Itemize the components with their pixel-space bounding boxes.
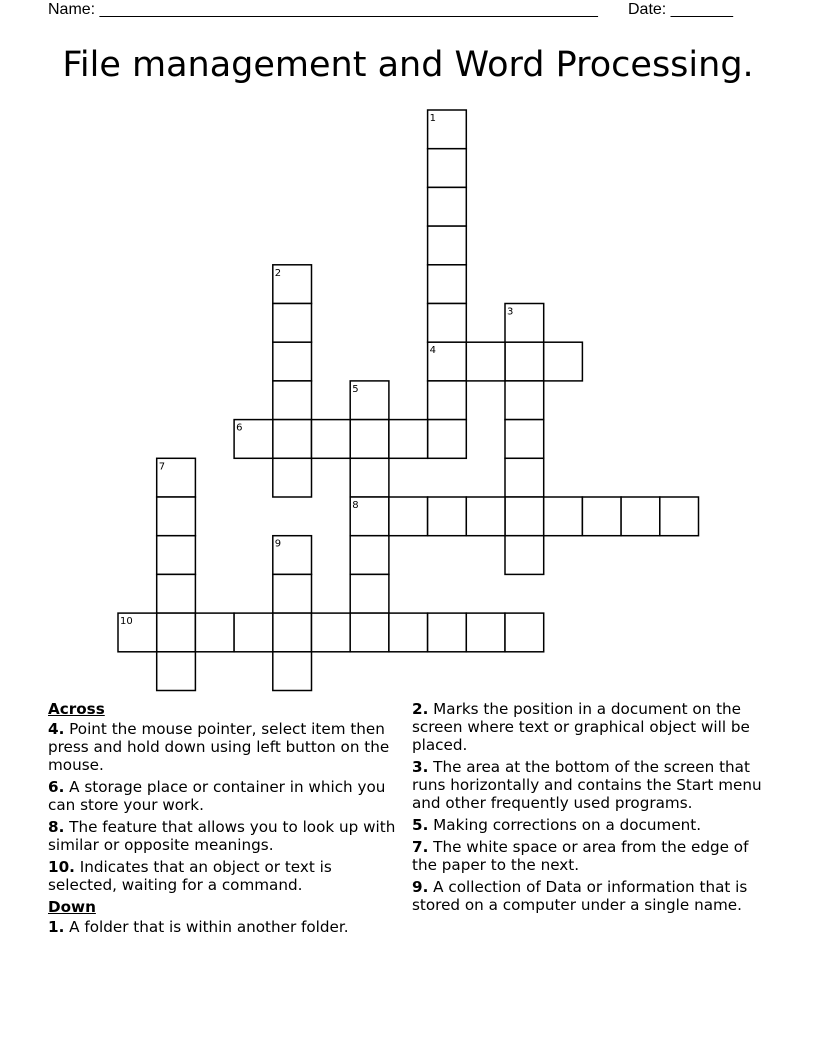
grid-cell[interactable] <box>273 420 312 459</box>
clue-number: 6. <box>48 778 65 796</box>
clue-across-4 <box>48 720 404 774</box>
grid-cell[interactable] <box>273 613 312 652</box>
grid-cell[interactable] <box>660 497 699 536</box>
grid-cell[interactable] <box>195 613 234 652</box>
clue-number: 5. <box>412 816 429 834</box>
grid-cell[interactable] <box>428 265 467 304</box>
clue-number-label: 7 <box>158 461 166 473</box>
clue-down-3 <box>412 758 772 812</box>
grid-cell[interactable] <box>544 342 583 381</box>
clue-down-5 <box>412 816 772 834</box>
grid-cell[interactable] <box>466 497 505 536</box>
clue-text: A collection of Data or information that is stored on a computer under a single name. <box>412 878 748 914</box>
page-title: File management and Word Processing. <box>62 45 754 85</box>
grid-cell[interactable] <box>157 652 196 691</box>
clue-number-label: 2 <box>274 267 282 279</box>
grid-cell[interactable] <box>544 497 583 536</box>
clue-down-7 <box>412 838 772 874</box>
grid-cell[interactable] <box>350 613 389 652</box>
clues-right-column <box>412 700 772 918</box>
grid-cell[interactable] <box>466 342 505 381</box>
clue-number-label: 1 <box>429 113 436 124</box>
grid-cell[interactable] <box>157 613 196 652</box>
grid-cell[interactable] <box>621 497 660 536</box>
clue-number-label: 10 <box>120 616 133 628</box>
grid-cell[interactable] <box>505 497 544 536</box>
clue-across-10 <box>48 858 404 894</box>
clue-text: Indicates that an object or text is selected, waiting for a command. <box>48 858 332 894</box>
grid-cell[interactable] <box>389 497 428 536</box>
grid-cell[interactable] <box>428 613 467 652</box>
grid-cell[interactable] <box>350 497 389 536</box>
clue-down-1 <box>48 918 404 936</box>
grid-cell[interactable] <box>273 265 312 304</box>
grid-cell[interactable] <box>273 458 312 497</box>
grid-cell[interactable] <box>273 381 312 420</box>
grid-cell[interactable] <box>273 536 312 575</box>
clue-text: Making corrections on a document. <box>433 816 702 834</box>
clues-left-column <box>48 700 404 940</box>
grid-cell[interactable] <box>350 381 389 420</box>
grid-cell[interactable] <box>157 497 196 536</box>
clue-number: 7. <box>412 838 429 856</box>
grid-cell[interactable] <box>350 458 389 497</box>
clue-number-label: 9 <box>274 538 282 550</box>
grid-cell[interactable] <box>505 458 544 497</box>
grid-cell[interactable] <box>505 613 544 652</box>
clue-number: 3. <box>412 758 429 776</box>
grid-cell[interactable] <box>312 420 351 459</box>
clue-text: Marks the position in a document on the screen where text or graphical object will be placed. <box>412 700 750 754</box>
clue-down-2 <box>412 700 772 754</box>
clue-number-label: 3 <box>507 306 514 318</box>
grid-cell[interactable] <box>505 536 544 575</box>
clue-text: The area at the bottom of the screen that runs horizontally and contains the Start menu and other frequently used programs. <box>412 758 762 812</box>
grid-cell[interactable] <box>428 149 467 188</box>
grid-cell[interactable] <box>428 342 467 381</box>
grid-cell[interactable] <box>389 613 428 652</box>
grid-cell[interactable] <box>157 574 196 613</box>
grid-cell[interactable] <box>466 613 505 652</box>
name-field-label: Name: ________________________________________________________ <box>48 1 598 18</box>
grid-cell[interactable] <box>273 342 312 381</box>
grid-cell[interactable] <box>273 304 312 343</box>
across-heading: Across <box>48 700 105 718</box>
grid-cell[interactable] <box>428 110 467 149</box>
down-heading: Down <box>48 898 96 916</box>
clue-number: 9. <box>412 878 429 896</box>
clue-down-9 <box>412 878 772 914</box>
grid-cell[interactable] <box>350 574 389 613</box>
grid-cell[interactable] <box>428 226 467 265</box>
clue-number-label: 6 <box>236 422 243 434</box>
clue-text: The white space or area from the edge of the paper to the next. <box>412 838 749 874</box>
grid-cell[interactable] <box>273 574 312 613</box>
grid-cell[interactable] <box>505 342 544 381</box>
clue-number-label: 4 <box>429 345 436 357</box>
grid-cell[interactable] <box>428 187 467 226</box>
grid-cell[interactable] <box>505 420 544 459</box>
grid-cell[interactable] <box>157 458 196 497</box>
grid-cell[interactable] <box>428 381 467 420</box>
clue-number-label: 5 <box>352 383 359 395</box>
grid-cell[interactable] <box>582 497 621 536</box>
grid-cell[interactable] <box>157 536 196 575</box>
grid-cell[interactable] <box>234 613 273 652</box>
clue-number: 2. <box>412 700 429 718</box>
grid-cell[interactable] <box>312 613 351 652</box>
clue-number: 8. <box>48 818 65 836</box>
clue-text: A storage place or container in which you can store your work. <box>48 778 386 814</box>
clue-number-label: 8 <box>352 500 359 511</box>
grid-cell[interactable] <box>428 497 467 536</box>
grid-cell[interactable] <box>234 420 273 459</box>
clue-across-8 <box>48 818 404 854</box>
grid-cell[interactable] <box>389 420 428 459</box>
clue-number: 10. <box>48 858 75 876</box>
clue-text: The feature that allows you to look up with similar or opposite meanings. <box>48 818 396 854</box>
grid-cell[interactable] <box>505 381 544 420</box>
grid-cell[interactable] <box>505 304 544 343</box>
clue-number: 1. <box>48 918 65 936</box>
clue-text: Point the mouse pointer, select item then press and hold down using left button on the mouse. <box>48 720 390 774</box>
clue-number: 4. <box>48 720 65 738</box>
grid-cell[interactable] <box>428 304 467 343</box>
clue-across-6 <box>48 778 404 814</box>
grid-cell[interactable] <box>273 652 312 691</box>
grid-cell[interactable] <box>428 420 467 459</box>
grid-cell[interactable] <box>118 613 157 652</box>
date-field-label: Date: _______ <box>628 1 733 18</box>
clue-text: A folder that is within another folder. <box>69 918 349 936</box>
grid-cell[interactable] <box>350 536 389 575</box>
grid-cell[interactable] <box>350 420 389 459</box>
